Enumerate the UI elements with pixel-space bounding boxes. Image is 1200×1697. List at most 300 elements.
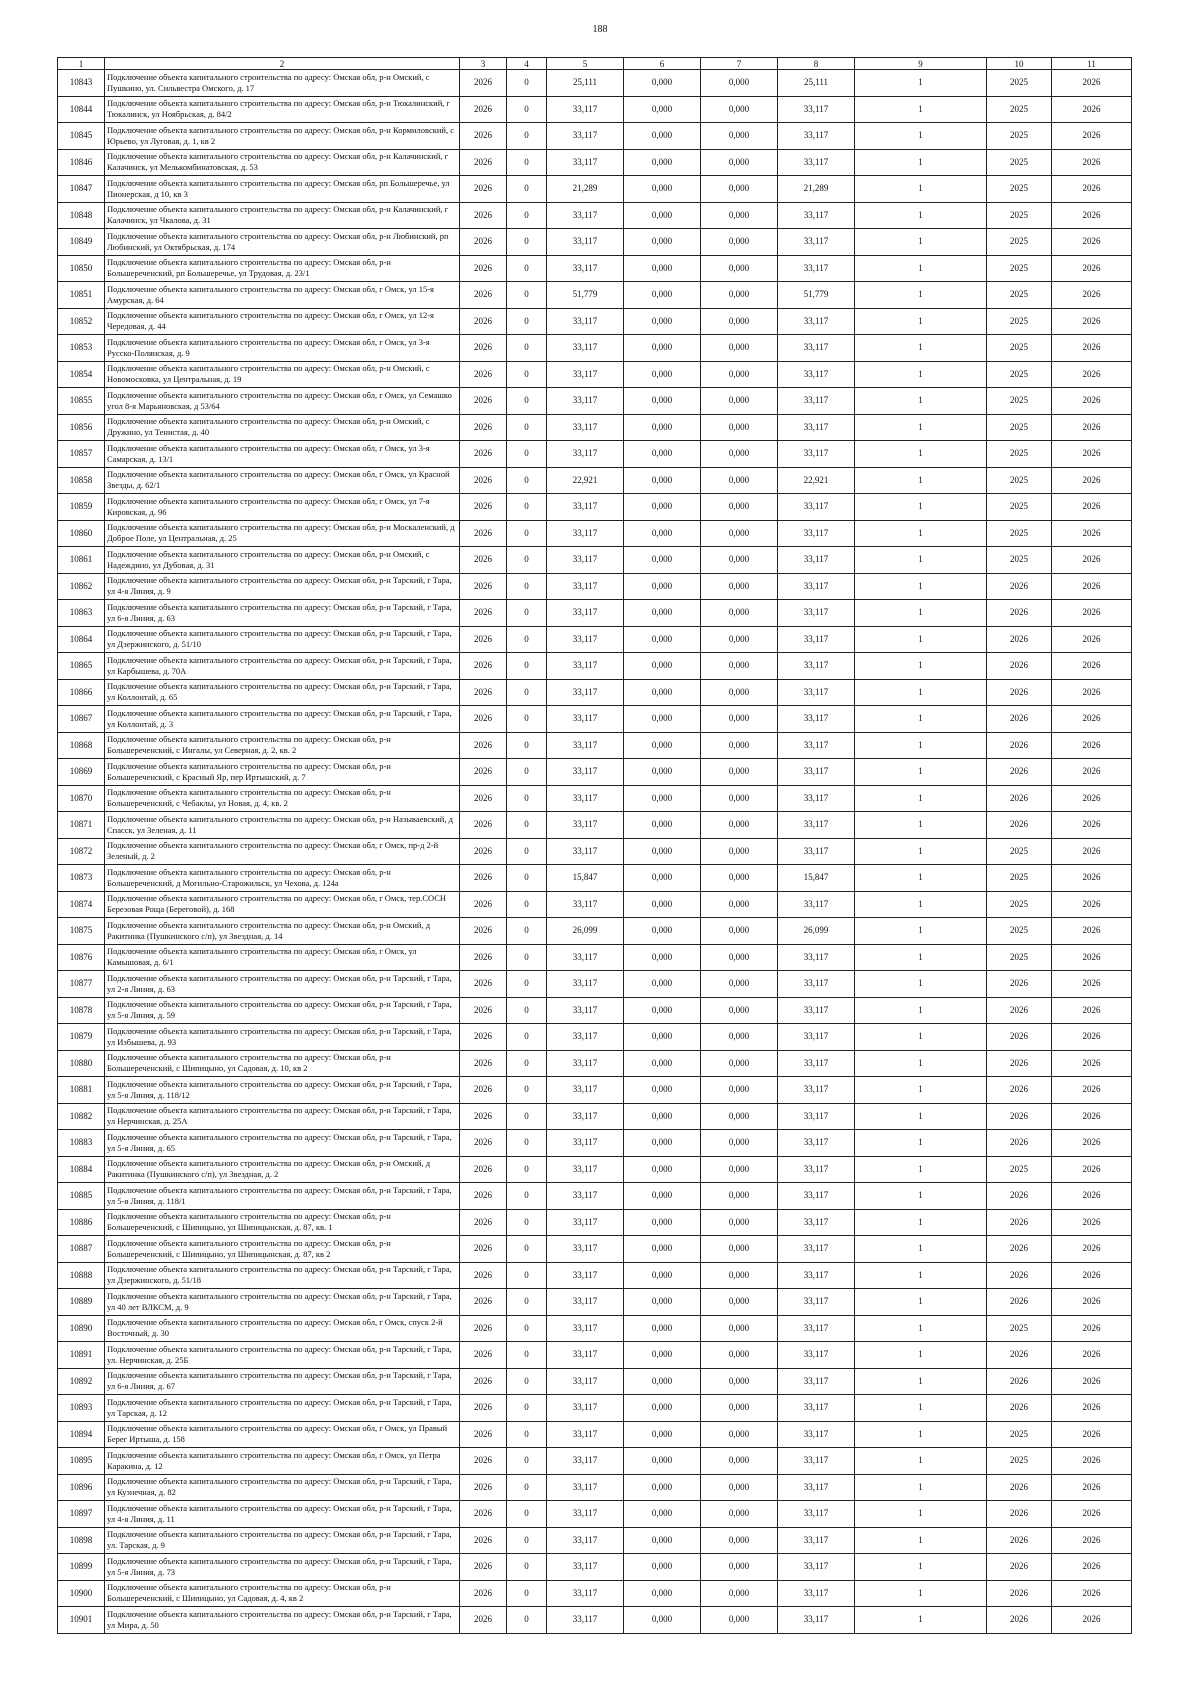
- value-cell-col-6: 0,000: [624, 1368, 701, 1395]
- value-cell-col-10: 2026: [987, 1474, 1052, 1501]
- table-row: [58, 997, 1132, 1024]
- value-cell-col-5: 33,117: [547, 944, 624, 971]
- row-number-cell: 10875: [58, 918, 105, 945]
- value-cell-col-8: 33,117: [778, 1580, 855, 1607]
- column-header-10: 10: [987, 58, 1052, 70]
- value-cell-col-10: 2026: [987, 1236, 1052, 1263]
- value-cell-col-8: 33,117: [778, 653, 855, 680]
- value-cell-col-11: 2026: [1052, 1050, 1132, 1077]
- value-cell-col-7: 0,000: [701, 467, 778, 494]
- value-cell-col-7: 0,000: [701, 1474, 778, 1501]
- value-cell-col-10: 2025: [987, 1156, 1052, 1183]
- value-cell-col-6: 0,000: [624, 441, 701, 468]
- value-cell-col-6: 0,000: [624, 1289, 701, 1316]
- value-cell-col-4: 0: [507, 918, 547, 945]
- value-cell-col-7: 0,000: [701, 573, 778, 600]
- table-row: [58, 282, 1132, 309]
- value-cell-col-11: 2026: [1052, 1607, 1132, 1634]
- value-cell-col-9: 1: [855, 838, 987, 865]
- row-number-cell: 10896: [58, 1474, 105, 1501]
- value-cell-col-10: 2025: [987, 388, 1052, 415]
- value-cell-col-7: 0,000: [701, 388, 778, 415]
- value-cell-col-6: 0,000: [624, 202, 701, 229]
- row-number-cell: 10852: [58, 308, 105, 335]
- value-cell-col-6: 0,000: [624, 759, 701, 786]
- value-cell-col-4: 0: [507, 971, 547, 998]
- value-cell-col-3: 2026: [460, 441, 507, 468]
- description-cell: Подключение объекта капитального строительства по адресу: Омская обл, р-н Тарский, г Тара, ул Коллонтай, д. 3: [105, 706, 460, 733]
- value-cell-col-7: 0,000: [701, 1077, 778, 1104]
- description-cell: Подключение объекта капитального строительства по адресу: Омская обл, г Омск, пр-д 2-й Зеленый, д. 2: [105, 838, 460, 865]
- value-cell-col-6: 0,000: [624, 573, 701, 600]
- value-cell-col-7: 0,000: [701, 520, 778, 547]
- value-cell-col-11: 2026: [1052, 759, 1132, 786]
- table-row: [58, 1236, 1132, 1263]
- value-cell-col-9: 1: [855, 918, 987, 945]
- value-cell-col-10: 2026: [987, 1580, 1052, 1607]
- value-cell-col-9: 1: [855, 1103, 987, 1130]
- description-cell: Подключение объекта капитального строительства по адресу: Омская обл, р-н Называевский, д Спасск, ул Зеленая, д. 11: [105, 812, 460, 839]
- description-cell: Подключение объекта капитального строительства по адресу: Омская обл, р-н Большереченский, с Чебаклы, ул Новая, д. 4, кв. 2: [105, 785, 460, 812]
- description-cell: Подключение объекта капитального строительства по адресу: Омская обл, г Омск, ул 3-я Самарская, д. 13/1: [105, 441, 460, 468]
- value-cell-col-6: 0,000: [624, 1395, 701, 1422]
- description-cell: Подключение объекта капитального строительства по адресу: Омская обл, р-н Тарский, г Тара, ул 6-я Линия, д. 63: [105, 600, 460, 627]
- value-cell-col-6: 0,000: [624, 1580, 701, 1607]
- value-cell-col-9: 1: [855, 1474, 987, 1501]
- value-cell-col-4: 0: [507, 626, 547, 653]
- value-cell-col-4: 0: [507, 255, 547, 282]
- description-cell: Подключение объекта капитального строительства по адресу: Омская обл, р-н Омский, с Дружино, ул Тенистая, д. 40: [105, 414, 460, 441]
- value-cell-col-4: 0: [507, 1368, 547, 1395]
- row-number-cell: 10890: [58, 1315, 105, 1342]
- value-cell-col-7: 0,000: [701, 944, 778, 971]
- value-cell-col-9: 1: [855, 679, 987, 706]
- table-row: [58, 1050, 1132, 1077]
- column-header-4: 4: [507, 58, 547, 70]
- value-cell-col-3: 2026: [460, 1315, 507, 1342]
- row-number-cell: 10846: [58, 149, 105, 176]
- value-cell-col-11: 2026: [1052, 918, 1132, 945]
- value-cell-col-9: 1: [855, 1050, 987, 1077]
- row-number-cell: 10855: [58, 388, 105, 415]
- value-cell-col-8: 33,117: [778, 1474, 855, 1501]
- row-number-cell: 10867: [58, 706, 105, 733]
- value-cell-col-6: 0,000: [624, 1554, 701, 1581]
- value-cell-col-6: 0,000: [624, 149, 701, 176]
- value-cell-col-11: 2026: [1052, 70, 1132, 97]
- value-cell-col-10: 2025: [987, 308, 1052, 335]
- description-cell: Подключение объекта капитального строительства по адресу: Омская обл, рп Большеречье, ул Пионерская, д 10, кв 3: [105, 176, 460, 203]
- value-cell-col-4: 0: [507, 997, 547, 1024]
- value-cell-col-6: 0,000: [624, 1236, 701, 1263]
- description-cell: Подключение объекта капитального строительства по адресу: Омская обл, р-н Тарский, г Тара, ул. Нерчинская, д. 25Б: [105, 1342, 460, 1369]
- value-cell-col-4: 0: [507, 494, 547, 521]
- value-cell-col-4: 0: [507, 361, 547, 388]
- value-cell-col-5: 33,117: [547, 706, 624, 733]
- value-cell-col-9: 1: [855, 1421, 987, 1448]
- value-cell-col-10: 2026: [987, 1050, 1052, 1077]
- value-cell-col-3: 2026: [460, 467, 507, 494]
- row-number-cell: 10897: [58, 1501, 105, 1528]
- value-cell-col-3: 2026: [460, 1501, 507, 1528]
- row-number-cell: 10877: [58, 971, 105, 998]
- value-cell-col-6: 0,000: [624, 997, 701, 1024]
- value-cell-col-7: 0,000: [701, 626, 778, 653]
- table-row: [58, 838, 1132, 865]
- value-cell-col-8: 33,117: [778, 997, 855, 1024]
- table-row: [58, 1289, 1132, 1316]
- value-cell-col-11: 2026: [1052, 361, 1132, 388]
- value-cell-col-9: 1: [855, 176, 987, 203]
- description-cell: Подключение объекта капитального строительства по адресу: Омская обл, р-н Калачинский, г Калачинск, ул Чкалова, д. 31: [105, 202, 460, 229]
- value-cell-col-4: 0: [507, 1554, 547, 1581]
- row-number-cell: 10882: [58, 1103, 105, 1130]
- value-cell-col-7: 0,000: [701, 282, 778, 309]
- value-cell-col-7: 0,000: [701, 441, 778, 468]
- value-cell-col-4: 0: [507, 229, 547, 256]
- value-cell-col-4: 0: [507, 1580, 547, 1607]
- value-cell-col-6: 0,000: [624, 1183, 701, 1210]
- value-cell-col-5: 33,117: [547, 626, 624, 653]
- value-cell-col-4: 0: [507, 759, 547, 786]
- value-cell-col-7: 0,000: [701, 1342, 778, 1369]
- value-cell-col-8: 33,117: [778, 1421, 855, 1448]
- column-header-1: 1: [58, 58, 105, 70]
- column-header-2: 2: [105, 58, 460, 70]
- value-cell-col-9: 1: [855, 547, 987, 574]
- value-cell-col-4: 0: [507, 812, 547, 839]
- value-cell-col-7: 0,000: [701, 1209, 778, 1236]
- value-cell-col-5: 33,117: [547, 1050, 624, 1077]
- table-row: [58, 1580, 1132, 1607]
- description-cell: Подключение объекта капитального строительства по адресу: Омская обл, р-н Калачинский, г Калачинск, ул Мелькомбинатовская, д. 53: [105, 149, 460, 176]
- value-cell-col-9: 1: [855, 1368, 987, 1395]
- value-cell-col-8: 33,117: [778, 679, 855, 706]
- value-cell-col-4: 0: [507, 653, 547, 680]
- value-cell-col-9: 1: [855, 441, 987, 468]
- value-cell-col-8: 33,117: [778, 1103, 855, 1130]
- value-cell-col-4: 0: [507, 547, 547, 574]
- column-header-7: 7: [701, 58, 778, 70]
- description-cell: Подключение объекта капитального строительства по адресу: Омская обл, р-н Тарский, г Тара, ул 4-я Линия, д. 9: [105, 573, 460, 600]
- row-number-cell: 10849: [58, 229, 105, 256]
- value-cell-col-6: 0,000: [624, 1103, 701, 1130]
- column-header-3: 3: [460, 58, 507, 70]
- value-cell-col-7: 0,000: [701, 918, 778, 945]
- value-cell-col-3: 2026: [460, 1421, 507, 1448]
- row-number-cell: 10873: [58, 865, 105, 892]
- row-number-cell: 10853: [58, 335, 105, 362]
- value-cell-col-8: 33,117: [778, 1342, 855, 1369]
- value-cell-col-3: 2026: [460, 944, 507, 971]
- value-cell-col-9: 1: [855, 1289, 987, 1316]
- table-row: [58, 1501, 1132, 1528]
- value-cell-col-3: 2026: [460, 626, 507, 653]
- row-number-cell: 10854: [58, 361, 105, 388]
- value-cell-col-6: 0,000: [624, 123, 701, 150]
- value-cell-col-7: 0,000: [701, 229, 778, 256]
- value-cell-col-5: 33,117: [547, 812, 624, 839]
- value-cell-col-7: 0,000: [701, 1289, 778, 1316]
- value-cell-col-7: 0,000: [701, 547, 778, 574]
- row-number-cell: 10878: [58, 997, 105, 1024]
- value-cell-col-4: 0: [507, 1156, 547, 1183]
- table-row: [58, 149, 1132, 176]
- value-cell-col-9: 1: [855, 944, 987, 971]
- value-cell-col-9: 1: [855, 732, 987, 759]
- value-cell-col-11: 2026: [1052, 1527, 1132, 1554]
- value-cell-col-5: 33,117: [547, 1607, 624, 1634]
- description-cell: Подключение объекта капитального строительства по адресу: Омская обл, р-н Омский, с Надеждино, ул Дубовая, д. 31: [105, 547, 460, 574]
- value-cell-col-6: 0,000: [624, 706, 701, 733]
- value-cell-col-9: 1: [855, 573, 987, 600]
- value-cell-col-8: 33,117: [778, 520, 855, 547]
- value-cell-col-9: 1: [855, 1342, 987, 1369]
- value-cell-col-9: 1: [855, 600, 987, 627]
- row-number-cell: 10901: [58, 1607, 105, 1634]
- value-cell-col-8: 33,117: [778, 202, 855, 229]
- description-cell: Подключение объекта капитального строительства по адресу: Омская обл, р-н Тарский, г Тара, ул Избышева, д. 93: [105, 1024, 460, 1051]
- value-cell-col-11: 2026: [1052, 282, 1132, 309]
- column-header-9: 9: [855, 58, 987, 70]
- data-table: [57, 57, 1132, 1634]
- value-cell-col-11: 2026: [1052, 1342, 1132, 1369]
- value-cell-col-5: 26,099: [547, 918, 624, 945]
- value-cell-col-7: 0,000: [701, 1183, 778, 1210]
- value-cell-col-5: 33,117: [547, 997, 624, 1024]
- value-cell-col-5: 33,117: [547, 441, 624, 468]
- value-cell-col-8: 33,117: [778, 335, 855, 362]
- value-cell-col-8: 33,117: [778, 255, 855, 282]
- value-cell-col-7: 0,000: [701, 1448, 778, 1475]
- value-cell-col-4: 0: [507, 838, 547, 865]
- value-cell-col-10: 2025: [987, 282, 1052, 309]
- value-cell-col-4: 0: [507, 1448, 547, 1475]
- row-number-cell: 10864: [58, 626, 105, 653]
- value-cell-col-4: 0: [507, 520, 547, 547]
- value-cell-col-9: 1: [855, 759, 987, 786]
- description-cell: Подключение объекта капитального строительства по адресу: Омская обл, р-н Большереченский, с Красный Яр, пер Иртышский, д. 7: [105, 759, 460, 786]
- value-cell-col-10: 2026: [987, 653, 1052, 680]
- value-cell-col-9: 1: [855, 1501, 987, 1528]
- value-cell-col-10: 2025: [987, 96, 1052, 123]
- value-cell-col-6: 0,000: [624, 679, 701, 706]
- column-header-8: 8: [778, 58, 855, 70]
- value-cell-col-9: 1: [855, 891, 987, 918]
- value-cell-col-4: 0: [507, 414, 547, 441]
- value-cell-col-5: 33,117: [547, 255, 624, 282]
- value-cell-col-11: 2026: [1052, 96, 1132, 123]
- value-cell-col-4: 0: [507, 282, 547, 309]
- value-cell-col-4: 0: [507, 1501, 547, 1528]
- value-cell-col-9: 1: [855, 335, 987, 362]
- value-cell-col-3: 2026: [460, 308, 507, 335]
- value-cell-col-3: 2026: [460, 1368, 507, 1395]
- row-number-cell: 10876: [58, 944, 105, 971]
- table-row: [58, 1474, 1132, 1501]
- value-cell-col-10: 2025: [987, 255, 1052, 282]
- value-cell-col-3: 2026: [460, 335, 507, 362]
- value-cell-col-10: 2025: [987, 176, 1052, 203]
- value-cell-col-3: 2026: [460, 679, 507, 706]
- value-cell-col-5: 33,117: [547, 414, 624, 441]
- description-cell: Подключение объекта капитального строительства по адресу: Омская обл, г Омск, тер.СОСН Березовая Роща (Береговой), д. 168: [105, 891, 460, 918]
- value-cell-col-9: 1: [855, 653, 987, 680]
- row-number-cell: 10885: [58, 1183, 105, 1210]
- value-cell-col-3: 2026: [460, 229, 507, 256]
- row-number-cell: 10879: [58, 1024, 105, 1051]
- description-cell: Подключение объекта капитального строительства по адресу: Омская обл, г Омск, ул Правый Берег Иртыша, д. 158: [105, 1421, 460, 1448]
- value-cell-col-3: 2026: [460, 1262, 507, 1289]
- value-cell-col-6: 0,000: [624, 1262, 701, 1289]
- value-cell-col-4: 0: [507, 1050, 547, 1077]
- value-cell-col-3: 2026: [460, 1130, 507, 1157]
- value-cell-col-7: 0,000: [701, 1580, 778, 1607]
- value-cell-col-4: 0: [507, 96, 547, 123]
- row-number-cell: 10862: [58, 573, 105, 600]
- value-cell-col-10: 2026: [987, 997, 1052, 1024]
- value-cell-col-10: 2026: [987, 759, 1052, 786]
- value-cell-col-8: 33,117: [778, 414, 855, 441]
- description-cell: Подключение объекта капитального строительства по адресу: Омская обл, р-н Тарский, г Тара, ул Тарская, д. 12: [105, 1395, 460, 1422]
- row-number-cell: 10883: [58, 1130, 105, 1157]
- description-cell: Подключение объекта капитального строительства по адресу: Омская обл, г Омск, ул Петра Каракина, д. 12: [105, 1448, 460, 1475]
- value-cell-col-3: 2026: [460, 1527, 507, 1554]
- value-cell-col-6: 0,000: [624, 785, 701, 812]
- row-number-cell: 10887: [58, 1236, 105, 1263]
- value-cell-col-5: 33,117: [547, 547, 624, 574]
- value-cell-col-10: 2026: [987, 971, 1052, 998]
- row-number-cell: 10893: [58, 1395, 105, 1422]
- value-cell-col-8: 33,117: [778, 1448, 855, 1475]
- description-cell: Подключение объекта капитального строительства по адресу: Омская обл, р-н Тарский, г Тара, ул 5-я Линия, д. 118/1: [105, 1183, 460, 1210]
- value-cell-col-10: 2025: [987, 467, 1052, 494]
- value-cell-col-10: 2026: [987, 732, 1052, 759]
- value-cell-col-9: 1: [855, 1554, 987, 1581]
- value-cell-col-5: 33,117: [547, 838, 624, 865]
- value-cell-col-8: 33,117: [778, 626, 855, 653]
- value-cell-col-10: 2026: [987, 1527, 1052, 1554]
- value-cell-col-6: 0,000: [624, 1130, 701, 1157]
- value-cell-col-4: 0: [507, 1289, 547, 1316]
- value-cell-col-4: 0: [507, 1395, 547, 1422]
- value-cell-col-5: 33,117: [547, 785, 624, 812]
- description-cell: Подключение объекта капитального строительства по адресу: Омская обл, р-н Тарский, г Тара, ул 6-я Линия, д. 67: [105, 1368, 460, 1395]
- value-cell-col-5: 33,117: [547, 732, 624, 759]
- value-cell-col-5: 33,117: [547, 1474, 624, 1501]
- value-cell-col-5: 33,117: [547, 1448, 624, 1475]
- description-cell: Подключение объекта капитального строительства по адресу: Омская обл, р-н Большереченский, рп Большеречье, ул Трудовая, д. 23/1: [105, 255, 460, 282]
- value-cell-col-7: 0,000: [701, 1130, 778, 1157]
- value-cell-col-5: 33,117: [547, 653, 624, 680]
- value-cell-col-7: 0,000: [701, 971, 778, 998]
- value-cell-col-3: 2026: [460, 176, 507, 203]
- value-cell-col-6: 0,000: [624, 282, 701, 309]
- value-cell-col-3: 2026: [460, 600, 507, 627]
- value-cell-col-7: 0,000: [701, 308, 778, 335]
- value-cell-col-11: 2026: [1052, 467, 1132, 494]
- value-cell-col-5: 33,117: [547, 123, 624, 150]
- value-cell-col-3: 2026: [460, 520, 507, 547]
- value-cell-col-11: 2026: [1052, 1554, 1132, 1581]
- description-cell: Подключение объекта капитального строительства по адресу: Омская обл, р-н Тарский, г Тара, ул 40 лет ВЛКСМ, д. 9: [105, 1289, 460, 1316]
- value-cell-col-5: 33,117: [547, 1024, 624, 1051]
- value-cell-col-8: 33,117: [778, 123, 855, 150]
- value-cell-col-4: 0: [507, 335, 547, 362]
- value-cell-col-4: 0: [507, 944, 547, 971]
- value-cell-col-5: 33,117: [547, 388, 624, 415]
- value-cell-col-5: 33,117: [547, 1103, 624, 1130]
- value-cell-col-3: 2026: [460, 891, 507, 918]
- value-cell-col-10: 2025: [987, 918, 1052, 945]
- row-number-cell: 10863: [58, 600, 105, 627]
- value-cell-col-9: 1: [855, 96, 987, 123]
- value-cell-col-6: 0,000: [624, 1448, 701, 1475]
- value-cell-col-5: 33,117: [547, 1156, 624, 1183]
- value-cell-col-11: 2026: [1052, 494, 1132, 521]
- value-cell-col-5: 33,117: [547, 1130, 624, 1157]
- row-number-cell: 10851: [58, 282, 105, 309]
- table-row: [58, 759, 1132, 786]
- description-cell: Подключение объекта капитального строительства по адресу: Омская обл, р-н Тюкалинский, г Тюкалинск, ул Ноябрьская, д. 84/2: [105, 96, 460, 123]
- value-cell-col-9: 1: [855, 1395, 987, 1422]
- value-cell-col-9: 1: [855, 785, 987, 812]
- value-cell-col-8: 33,117: [778, 944, 855, 971]
- row-number-cell: 10870: [58, 785, 105, 812]
- value-cell-col-7: 0,000: [701, 202, 778, 229]
- value-cell-col-3: 2026: [460, 1050, 507, 1077]
- value-cell-col-10: 2025: [987, 414, 1052, 441]
- value-cell-col-10: 2026: [987, 1368, 1052, 1395]
- value-cell-col-9: 1: [855, 467, 987, 494]
- description-cell: Подключение объекта капитального строительства по адресу: Омская обл, р-н Тарский, г Тара, ул 2-я Линия, д. 63: [105, 971, 460, 998]
- description-cell: Подключение объекта капитального строительства по адресу: Омская обл, р-н Москаленский, д Доброе Поле, ул Центральная, д. 25: [105, 520, 460, 547]
- value-cell-col-4: 0: [507, 308, 547, 335]
- value-cell-col-11: 2026: [1052, 149, 1132, 176]
- value-cell-col-11: 2026: [1052, 600, 1132, 627]
- value-cell-col-10: 2025: [987, 149, 1052, 176]
- value-cell-col-7: 0,000: [701, 812, 778, 839]
- value-cell-col-10: 2025: [987, 335, 1052, 362]
- value-cell-col-10: 2026: [987, 1607, 1052, 1634]
- value-cell-col-9: 1: [855, 1209, 987, 1236]
- value-cell-col-6: 0,000: [624, 96, 701, 123]
- description-cell: Подключение объекта капитального строительства по адресу: Омская обл, р-н Тарский, г Тара, ул Дзержинского, д. 51/18: [105, 1262, 460, 1289]
- value-cell-col-7: 0,000: [701, 1050, 778, 1077]
- value-cell-col-6: 0,000: [624, 1342, 701, 1369]
- table-row: [58, 1156, 1132, 1183]
- value-cell-col-10: 2025: [987, 361, 1052, 388]
- value-cell-col-9: 1: [855, 1580, 987, 1607]
- value-cell-col-4: 0: [507, 706, 547, 733]
- value-cell-col-3: 2026: [460, 494, 507, 521]
- value-cell-col-11: 2026: [1052, 414, 1132, 441]
- value-cell-col-10: 2025: [987, 494, 1052, 521]
- description-cell: Подключение объекта капитального строительства по адресу: Омская обл, р-н Тарский, г Тара, ул. Тарская, д. 9: [105, 1527, 460, 1554]
- value-cell-col-5: 33,117: [547, 308, 624, 335]
- value-cell-col-10: 2025: [987, 944, 1052, 971]
- table-row: [58, 1077, 1132, 1104]
- value-cell-col-9: 1: [855, 1077, 987, 1104]
- value-cell-col-5: 22,921: [547, 467, 624, 494]
- description-cell: Подключение объекта капитального строительства по адресу: Омская обл, р-н Большереченский, с Шипицыно, ул Садовая, д. 10, кв 2: [105, 1050, 460, 1077]
- value-cell-col-3: 2026: [460, 971, 507, 998]
- value-cell-col-9: 1: [855, 388, 987, 415]
- row-number-cell: 10865: [58, 653, 105, 680]
- value-cell-col-4: 0: [507, 123, 547, 150]
- value-cell-col-3: 2026: [460, 1607, 507, 1634]
- row-number-cell: 10848: [58, 202, 105, 229]
